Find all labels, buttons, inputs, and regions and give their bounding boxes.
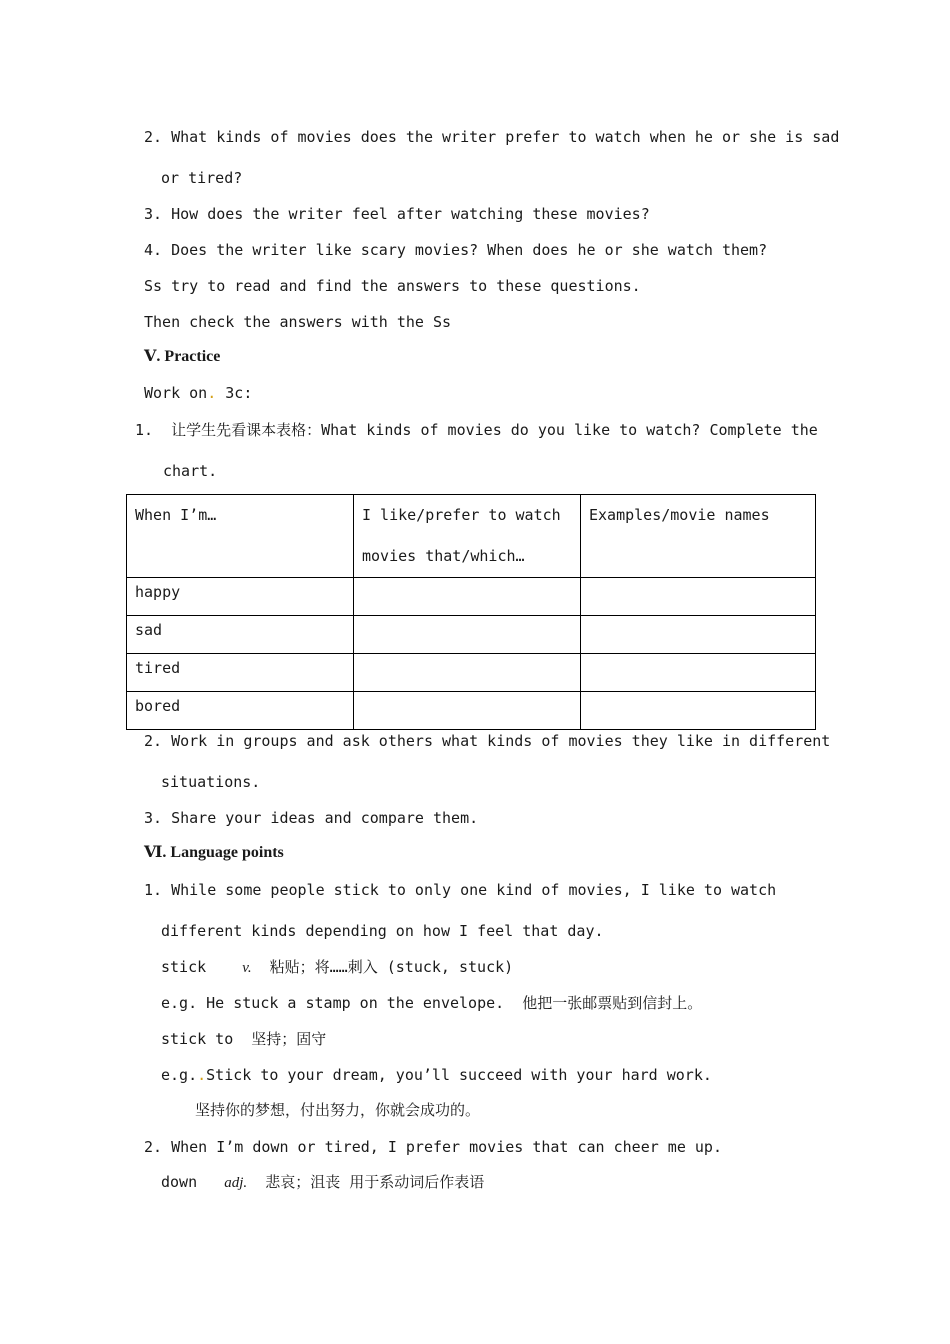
examples-cell[interactable] [581, 654, 816, 692]
mood-cell: tired [127, 654, 354, 692]
mood-cell: happy [127, 578, 354, 616]
down-word: down [161, 1173, 198, 1191]
table-row [127, 692, 816, 730]
chart-header-preference: I like/prefer to watch movies that/which… [354, 495, 581, 578]
mood-cell: bored [127, 692, 354, 730]
language-point-1-line2: different kinds depending on how I feel that day. [161, 922, 604, 940]
preference-cell[interactable] [354, 616, 581, 654]
examples-cell[interactable] [581, 692, 816, 730]
example-2-label: e.g. [161, 1066, 198, 1084]
language-point-2: 2. When I’m down or tired, I prefer movies that can cheer me up. [144, 1138, 722, 1156]
preference-cell[interactable] [354, 692, 581, 730]
question-2-line2: or tired? [161, 169, 243, 187]
example-2 [161, 1065, 712, 1085]
work-on-label: Work on [144, 384, 208, 402]
marker-dot: . [197, 1066, 207, 1084]
instruction-check: Then check the answers with the Ss [144, 313, 452, 331]
down-meaning: 悲哀；沮丧 用于系动词后作表语 [265, 1173, 485, 1191]
stick-definition [161, 957, 513, 978]
practice-2-line1: 2. Work in groups and ask others what kinds of movies they like in different [144, 732, 831, 750]
section-heading-language-points: Ⅵ. Language points [144, 844, 284, 861]
step-1-line1: 1. 让学生先看课本表格：What kinds of movies do you like to watch? Complete the [135, 421, 818, 439]
table-row [127, 616, 816, 654]
marker-dot: . [207, 384, 217, 402]
work-on-line [144, 383, 252, 403]
movie-preference-chart [126, 494, 816, 730]
examples-cell[interactable] [581, 616, 816, 654]
question-4: 4. Does the writer like scary movies? When does he or she watch them? [144, 241, 768, 259]
chart-header-row [127, 495, 816, 578]
stick-to-definition: stick to 坚持；固守 [161, 1030, 327, 1048]
stick-word: stick [161, 958, 207, 976]
preference-cell[interactable] [354, 654, 581, 692]
question-2-line1: 2. What kinds of movies does the writer prefer to watch when he or she is sad [144, 128, 840, 146]
language-point-1-line1: 1. While some people stick to only one kind of movies, I like to watch [144, 881, 777, 899]
chart-header-mood: When I’m… [127, 495, 354, 578]
practice-2-line2: situations. [161, 773, 261, 791]
stick-pos: v. [242, 960, 252, 976]
question-3: 3. How does the writer feel after watching these movies? [144, 205, 650, 223]
work-on-target: 3c: [216, 384, 253, 402]
practice-3: 3. Share your ideas and compare them. [144, 809, 479, 827]
stick-meaning: 粘贴；将……刺入 (stuck, stuck) [269, 958, 514, 976]
table-row [127, 654, 816, 692]
chart-header-examples: Examples/movie names [581, 495, 816, 578]
example-2-translation: 坚持你的梦想，付出努力，你就会成功的。 [195, 1101, 481, 1119]
table-row [127, 578, 816, 616]
examples-cell[interactable] [581, 578, 816, 616]
section-heading-practice: Ⅴ. Practice [144, 348, 221, 365]
example-2-text: Stick to your dream, you’ll succeed with your hard work. [206, 1066, 712, 1084]
down-pos: adj. [224, 1175, 248, 1191]
down-definition [161, 1172, 484, 1193]
mood-cell: sad [127, 616, 354, 654]
instruction-read: Ss try to read and find the answers to these questions. [144, 277, 641, 295]
example-1: e.g. He stuck a stamp on the envelope. 他把一张邮票贴到信封上。 [161, 994, 703, 1012]
step-1-line2: chart. [163, 462, 218, 480]
preference-cell[interactable] [354, 578, 581, 616]
